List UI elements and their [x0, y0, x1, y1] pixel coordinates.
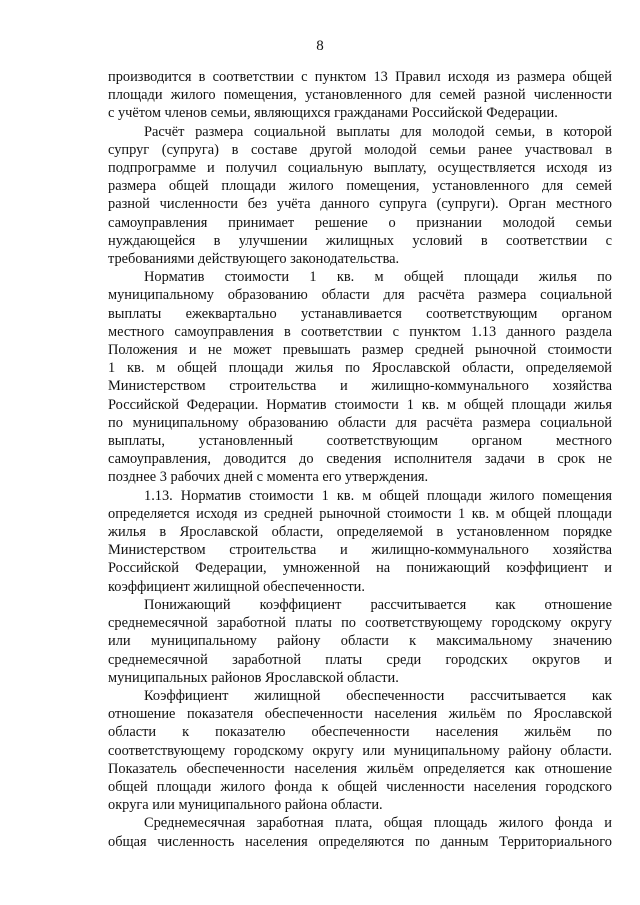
paragraph	[108, 487, 612, 596]
text-line: отношение показателя обеспеченности населения жильём по Ярославской	[108, 706, 612, 723]
text-line: соответствующему городскому округу или муниципальному району области.	[108, 742, 612, 759]
text-line: жилья в Ярославской области, определяемой в установленном порядке	[108, 524, 612, 541]
text-line: Среднемесячная заработная плата, общая площадь жилого фонда и	[144, 815, 612, 832]
text-line: подпрограмме и получил социальную выплату, осуществляется исходя из	[108, 160, 612, 177]
text-line: 1.13. Норматив стоимости 1 кв. м общей площади жилого помещения	[144, 487, 612, 504]
text-line: Норматив стоимости 1 кв. м общей площади жилья по	[144, 269, 612, 286]
text-line: Понижающий коэффициент рассчитывается как отношение	[144, 596, 612, 613]
text-line: Положения и не может превышать размер средней рыночной стоимости	[108, 342, 612, 359]
text-line: муниципальному образованию области для расчёта размера социальной	[108, 287, 612, 304]
text-line: общей площади жилого фонда к общей численности населения городского	[108, 778, 612, 795]
text-line: местного самоуправления в соответствии с пунктом 1.13 данного раздела	[108, 323, 612, 340]
text-line: общая численность населения определяются по данным Территориального	[108, 833, 612, 850]
text-line: области к показателю обеспеченности населения жильём по	[108, 724, 612, 741]
text-line: самоуправления принимает решение о признании молодой семьи	[108, 214, 612, 231]
text-line: округа или муниципального района области.	[108, 797, 383, 814]
document-body	[108, 68, 612, 851]
text-line: требованиями действующего законодательства.	[108, 251, 400, 268]
text-line: 1 кв. м общей площади жилья по Ярославской области, определяемой	[108, 360, 612, 377]
text-line: муниципальных районов Ярославской области.	[108, 669, 399, 686]
text-line: с учётом членов семьи, являющихся гражданами Российской Федерации.	[108, 105, 558, 122]
text-line: нуждающейся в улучшении жилищных условий в соответствии с	[108, 232, 612, 249]
text-line: Российской Федерации, умноженной на понижающий коэффициент и	[108, 560, 612, 577]
paragraph	[108, 596, 612, 687]
paragraph	[108, 68, 612, 123]
text-line: среднемесячной заработной платы по соответствующему городскому округу	[108, 615, 612, 632]
text-line: разной численности без учёта данного супруга (супруги). Орган местного	[108, 196, 612, 213]
text-line: выплаты ежеквартально устанавливается соответствующим органом	[108, 305, 612, 322]
text-line: среднемесячной заработной платы среди городских округов и	[108, 651, 612, 668]
text-line: определяется исходя из средней рыночной стоимости 1 кв. м общей площади	[108, 505, 612, 522]
text-line: Министерством строительства и жилищно-коммунального хозяйства	[108, 378, 612, 395]
text-line: Министерством строительства и жилищно-коммунального хозяйства	[108, 542, 612, 559]
text-line: Расчёт размера социальной выплаты для молодой семьи, в которой	[144, 123, 612, 140]
paragraph	[108, 687, 612, 814]
text-line: самоуправления, доводится до сведения исполнителя задачи в срок не	[108, 451, 612, 468]
text-line: позднее 3 рабочих дней с момента его утверждения.	[108, 469, 429, 486]
text-line: супруг (супруга) в составе другой молодой семьи ранее участвовал в	[108, 141, 612, 158]
text-line: или муниципальному району области к максимальному значению	[108, 633, 612, 650]
text-line: Показатель обеспеченности населения жильём определяется как отношение	[108, 760, 612, 777]
text-line: Коэффициент жилищной обеспеченности рассчитывается как	[144, 687, 612, 704]
page-number: 8	[316, 38, 324, 54]
text-line: производится в соответствии с пунктом 13 Правил исходя из размера общей	[108, 69, 612, 85]
text-line: размера общей площади жилого помещения, установленного для семей	[108, 178, 612, 195]
paragraph	[108, 123, 612, 269]
paragraph	[108, 814, 612, 850]
text-line: коэффициент жилищной обеспеченности.	[108, 578, 365, 595]
text-line: выплаты, установленный соответствующим органом местного	[108, 433, 612, 450]
paragraph	[108, 268, 612, 486]
text-line: Российской Федерации. Норматив стоимости 1 кв. м общей площади жилья	[108, 396, 612, 413]
text-line: по муниципальному образованию области для расчёта размера социальной	[108, 414, 612, 431]
text-line: площади жилого помещения, установленного для семей разной численности	[108, 87, 612, 104]
